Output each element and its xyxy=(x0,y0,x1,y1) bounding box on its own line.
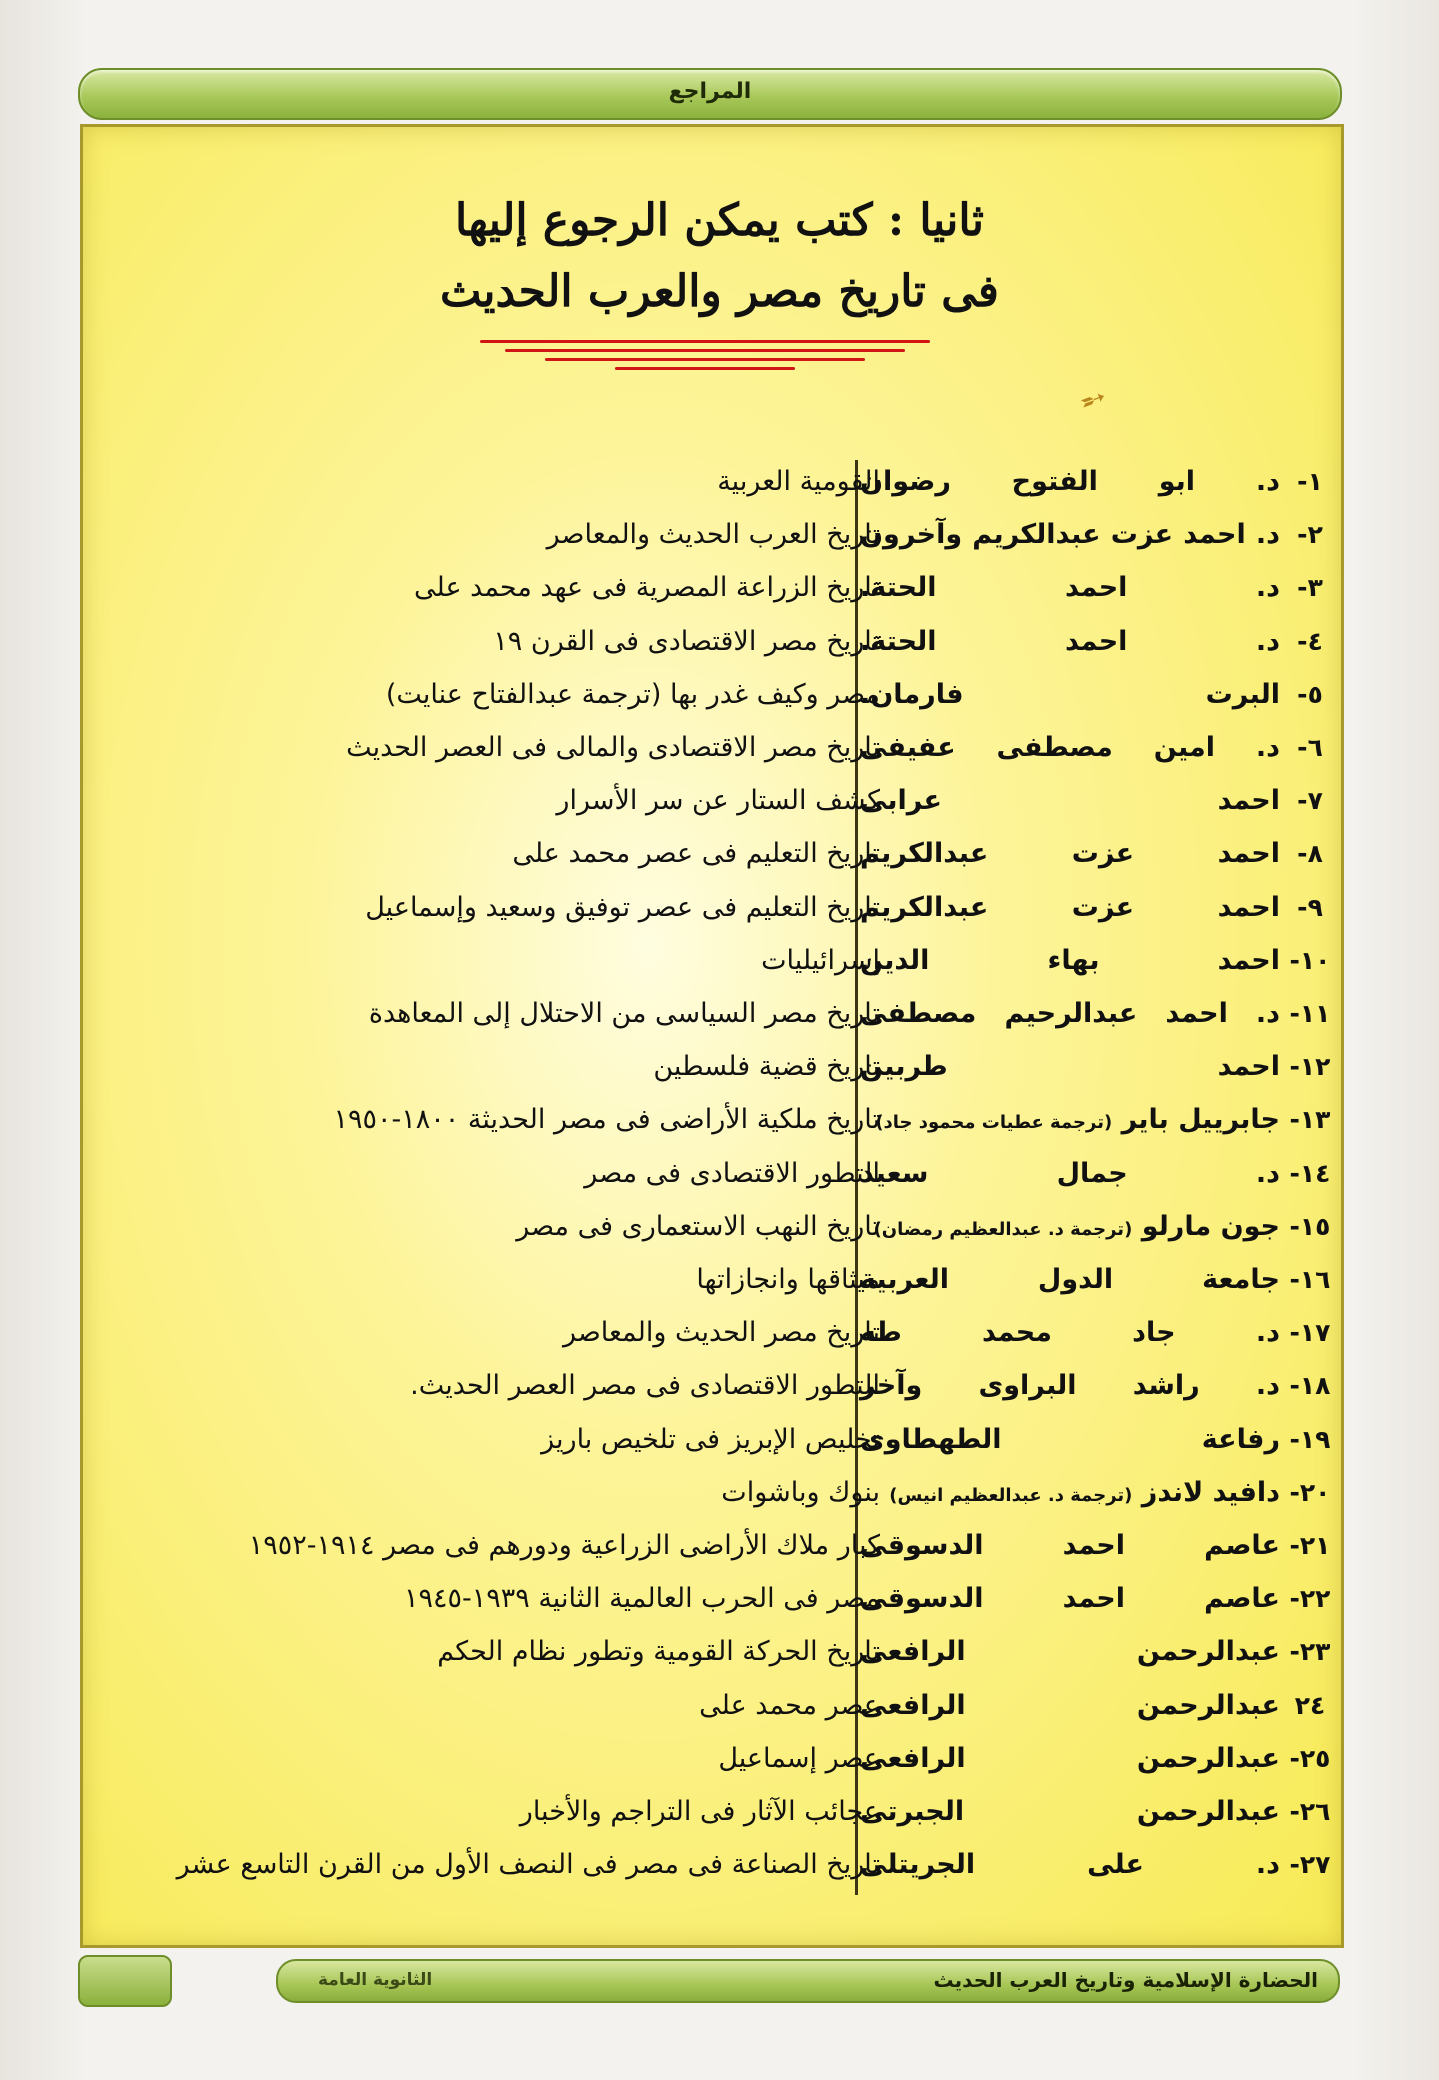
reference-author xyxy=(860,724,1280,772)
reference-row xyxy=(90,564,1340,612)
reference-number: ١٦- xyxy=(1289,1265,1331,1294)
reference-number: ٣- xyxy=(1297,573,1323,603)
reference-author xyxy=(860,1788,1280,1836)
footer-title: الحضارة الإسلامية وتاريخ العرب الحديث xyxy=(933,1968,1318,1992)
reference-row xyxy=(90,777,1340,825)
reference-number: ١٧- xyxy=(1289,1318,1331,1348)
reference-number: ٢١- xyxy=(1289,1531,1331,1560)
reference-book-title: التطور الاقتصادى فى مصر xyxy=(584,1157,880,1189)
reference-book-title: تاريخ مصر الاقتصادى فى القرن ١٩ xyxy=(493,625,880,657)
reference-number: ١١- xyxy=(1289,999,1331,1028)
reference-book-title: مصر فى الحرب العالمية الثانية ١٩٣٩-١٩٤٥ xyxy=(403,1583,880,1615)
reference-author xyxy=(860,1682,1280,1730)
reference-author xyxy=(860,1256,1280,1304)
reference-row xyxy=(90,1735,1340,1783)
reference-number: ٢٢- xyxy=(1289,1584,1331,1614)
reference-author-name: د. امين مصطفى عفيفى xyxy=(860,732,1280,763)
reference-book-title: كبار ملاك الأراضى الزراعية ودورهم فى مصر ١٩١٤-١٩٥٢ xyxy=(248,1530,880,1561)
reference-book-title: مصر وكيف غدر بها (ترجمة عبدالفتاح عنايت) xyxy=(385,678,880,710)
reference-number: ١٠- xyxy=(1289,945,1331,975)
reference-book-title: القومية العربية xyxy=(717,466,880,497)
reference-translator-note: (ترجمة عطيات محمود جاد) xyxy=(875,1112,1113,1134)
reference-book-title: تاريخ ملكية الأراضى فى مصر الحديثة ١٨٠٠-١٩٥٠ xyxy=(333,1104,880,1136)
reference-author-name: جامعة الدول العربية xyxy=(860,1264,1280,1295)
reference-author xyxy=(860,511,1280,559)
reference-number: ٢٥- xyxy=(1289,1743,1331,1773)
reference-number: ١٣- xyxy=(1289,1105,1331,1135)
reference-book-title: تاريخ الحركة القومية وتطور نظام الحكم xyxy=(437,1636,880,1668)
reference-number: ٤- xyxy=(1297,626,1323,656)
reference-author xyxy=(860,1469,1280,1520)
reference-number: ١- xyxy=(1297,467,1323,496)
reference-book-title: تاريخ مصر الاقتصادى والمالى فى العصر الحديث xyxy=(346,732,880,763)
reference-author-name: رفاعة الطهطاوى xyxy=(860,1423,1280,1455)
reference-author-name: عبدالرحمن الرافعى xyxy=(860,1742,1280,1774)
reference-number: ١٩- xyxy=(1289,1424,1331,1454)
reference-author-name: د. ابو الفتوح رضوان xyxy=(860,466,1280,497)
reference-author-name: عبدالرحمن الجبرتى xyxy=(860,1796,1280,1827)
reference-number: ٢٠- xyxy=(1289,1477,1331,1507)
reference-author xyxy=(860,1309,1280,1357)
reference-book-title: عصر محمد على xyxy=(699,1689,880,1721)
footer-bar xyxy=(276,1959,1340,2003)
reference-number: ١٨- xyxy=(1289,1371,1331,1401)
reference-book-title: ميثاقها وانجازاتها xyxy=(696,1264,880,1295)
reference-row xyxy=(90,1522,1340,1570)
reference-row xyxy=(90,884,1340,932)
reference-author xyxy=(860,1043,1280,1091)
reference-number: ١٤- xyxy=(1289,1158,1331,1188)
reference-author-name: د. احمد الحتة. xyxy=(860,625,1280,657)
reference-row xyxy=(90,1362,1340,1410)
reference-row xyxy=(90,1043,1340,1091)
reference-author xyxy=(860,990,1280,1038)
reference-book-title: تاريخ التعليم فى عصر محمد على xyxy=(512,838,880,870)
reference-author-name: عبدالرحمن الرافعى xyxy=(860,1636,1280,1668)
reference-author-name: عبدالرحمن الرافعى xyxy=(860,1689,1280,1721)
reference-author xyxy=(860,830,1280,878)
reference-author-name: احمد عرابى xyxy=(860,785,1280,817)
reference-translator-note: (ترجمة د. عبدالعظيم رمضان) xyxy=(873,1218,1133,1240)
reference-author xyxy=(860,564,1280,612)
reference-number: ٢٦- xyxy=(1289,1797,1331,1826)
reference-author xyxy=(860,1416,1280,1464)
reference-number: ٨- xyxy=(1297,839,1323,869)
reference-book-title: التطور الاقتصادى فى مصر العصر الحديث. xyxy=(410,1370,880,1402)
heading-line-1: ثانيا : كتب يمكن الرجوع إليها xyxy=(454,195,984,246)
reference-author-name: احمد طربين xyxy=(860,1051,1280,1083)
reference-row xyxy=(90,1788,1340,1836)
reference-author-name: عاصم احمد الدسوقى xyxy=(860,1530,1280,1561)
reference-book-title: تخليص الإبريز فى تلخيص باريز xyxy=(541,1423,880,1455)
reference-author-name: احمد عزت عبدالكريم xyxy=(860,891,1280,923)
bird-icon: ➶ xyxy=(1073,376,1114,422)
reference-row xyxy=(90,1682,1340,1730)
reference-number: ٥- xyxy=(1297,679,1323,709)
reference-book-title: عصر إسماعيل xyxy=(718,1742,880,1774)
section-header-bar xyxy=(78,68,1342,120)
reference-author xyxy=(860,1735,1280,1783)
reference-author xyxy=(860,1522,1280,1570)
reference-book-title: تاريخ قضية فلسطين xyxy=(653,1051,880,1083)
reference-book-title: تاريخ مصر السياسى من الاحتلال إلى المعاهدة xyxy=(368,998,880,1029)
page-number-badge xyxy=(78,1955,172,2007)
reference-row xyxy=(90,990,1340,1038)
reference-author xyxy=(860,1203,1280,1254)
reference-row xyxy=(90,1256,1340,1304)
reference-number: ٩- xyxy=(1297,892,1323,922)
footer xyxy=(78,1955,1340,2003)
reference-author-name: د. احمد عزت عبدالكريم وآخرون xyxy=(860,519,1280,551)
reference-author-name: د. على الجريتلى xyxy=(860,1849,1280,1881)
reference-author xyxy=(860,458,1280,506)
reference-number: ٢٧- xyxy=(1289,1850,1331,1880)
reference-author-name: دافيد لاندز xyxy=(1141,1476,1280,1508)
reference-author xyxy=(860,884,1280,932)
reference-book-title: عجائب الآثار فى التراجم والأخبار xyxy=(519,1796,880,1827)
reference-number: ١٢- xyxy=(1289,1052,1331,1082)
reference-row xyxy=(90,937,1340,985)
reference-author xyxy=(860,777,1280,825)
reference-book-title: تاريخ الصناعة فى مصر فى النصف الأول من القرن التاسع عشر xyxy=(176,1849,880,1881)
reference-row xyxy=(90,1575,1340,1623)
footer-grade: الثانوية العامة xyxy=(318,1970,433,1990)
reference-author xyxy=(860,1096,1280,1147)
reference-number: ٢٤ xyxy=(1294,1690,1326,1720)
reference-book-title: تاريخ الزراعة المصرية فى عهد محمد على xyxy=(414,572,880,604)
reference-author xyxy=(860,1150,1280,1198)
reference-author xyxy=(860,937,1280,985)
reference-number: ٢- xyxy=(1297,520,1323,550)
reference-author xyxy=(860,1362,1280,1410)
reference-row xyxy=(90,1416,1340,1464)
heading-underline-decoration xyxy=(480,338,930,378)
reference-row xyxy=(90,1150,1340,1198)
reference-book-title: بنوك وباشوات xyxy=(721,1476,880,1508)
heading-line-2: فى تاريخ مصر والعرب الحديث xyxy=(440,266,999,317)
reference-translator-note: (ترجمة د. عبدالعظيم انيس) xyxy=(889,1484,1133,1506)
reference-author-name: احمد بهاء الدين xyxy=(860,944,1280,976)
reference-number: ٢٣- xyxy=(1289,1637,1331,1667)
reference-author-name: د. جمال سعيد xyxy=(860,1157,1280,1189)
reference-author-name: د. جاد محمد طه xyxy=(860,1317,1280,1349)
reference-book-title: كشف الستار عن سر الأسرار xyxy=(556,785,880,817)
reference-author-name: عاصم احمد الدسوقى xyxy=(860,1583,1280,1615)
reference-author-name: د. راشد البراوى وآخر xyxy=(860,1370,1280,1402)
reference-row xyxy=(90,830,1340,878)
reference-book-title: إسرائيليات xyxy=(761,944,880,976)
reference-author xyxy=(860,618,1280,666)
reference-row xyxy=(90,1309,1340,1357)
reference-row xyxy=(90,724,1340,772)
reference-author-name: د. احمد الحتة. xyxy=(860,572,1280,604)
reference-number: ١٥- xyxy=(1289,1211,1331,1241)
reference-book-title: تاريخ التعليم فى عصر توفيق وسعيد وإسماعيل xyxy=(365,891,880,923)
reference-book-title: تاريخ مصر الحديث والمعاصر xyxy=(562,1317,880,1349)
reference-book-title: تاريخ النهب الاستعمارى فى مصر xyxy=(516,1210,880,1242)
reference-author-name: جابرييل باير xyxy=(1121,1104,1280,1136)
reference-row xyxy=(90,1469,1340,1517)
reference-row xyxy=(90,1628,1340,1676)
reference-author-name: احمد عزت عبدالكريم xyxy=(860,838,1280,870)
reference-number: ٦- xyxy=(1297,733,1323,762)
reference-author xyxy=(860,671,1280,719)
reference-author-name: د. احمد عبدالرحيم مصطفى xyxy=(860,998,1280,1029)
reference-author xyxy=(860,1575,1280,1623)
reference-row xyxy=(90,1096,1340,1144)
reference-row xyxy=(90,618,1340,666)
reference-author-name: جون مارلو xyxy=(1141,1210,1280,1242)
reference-row xyxy=(90,1841,1340,1889)
reference-row xyxy=(90,1203,1340,1251)
reference-author-name: البرت فارمان. xyxy=(860,678,1280,710)
reference-book-title: تاريخ العرب الحديث والمعاصر xyxy=(546,519,880,551)
reference-author xyxy=(860,1628,1280,1676)
reference-row xyxy=(90,671,1340,719)
reference-row xyxy=(90,511,1340,559)
reference-number: ٧- xyxy=(1297,786,1323,816)
reference-author xyxy=(860,1841,1280,1889)
reference-row xyxy=(90,458,1340,506)
section-title: المراجع xyxy=(668,79,752,104)
